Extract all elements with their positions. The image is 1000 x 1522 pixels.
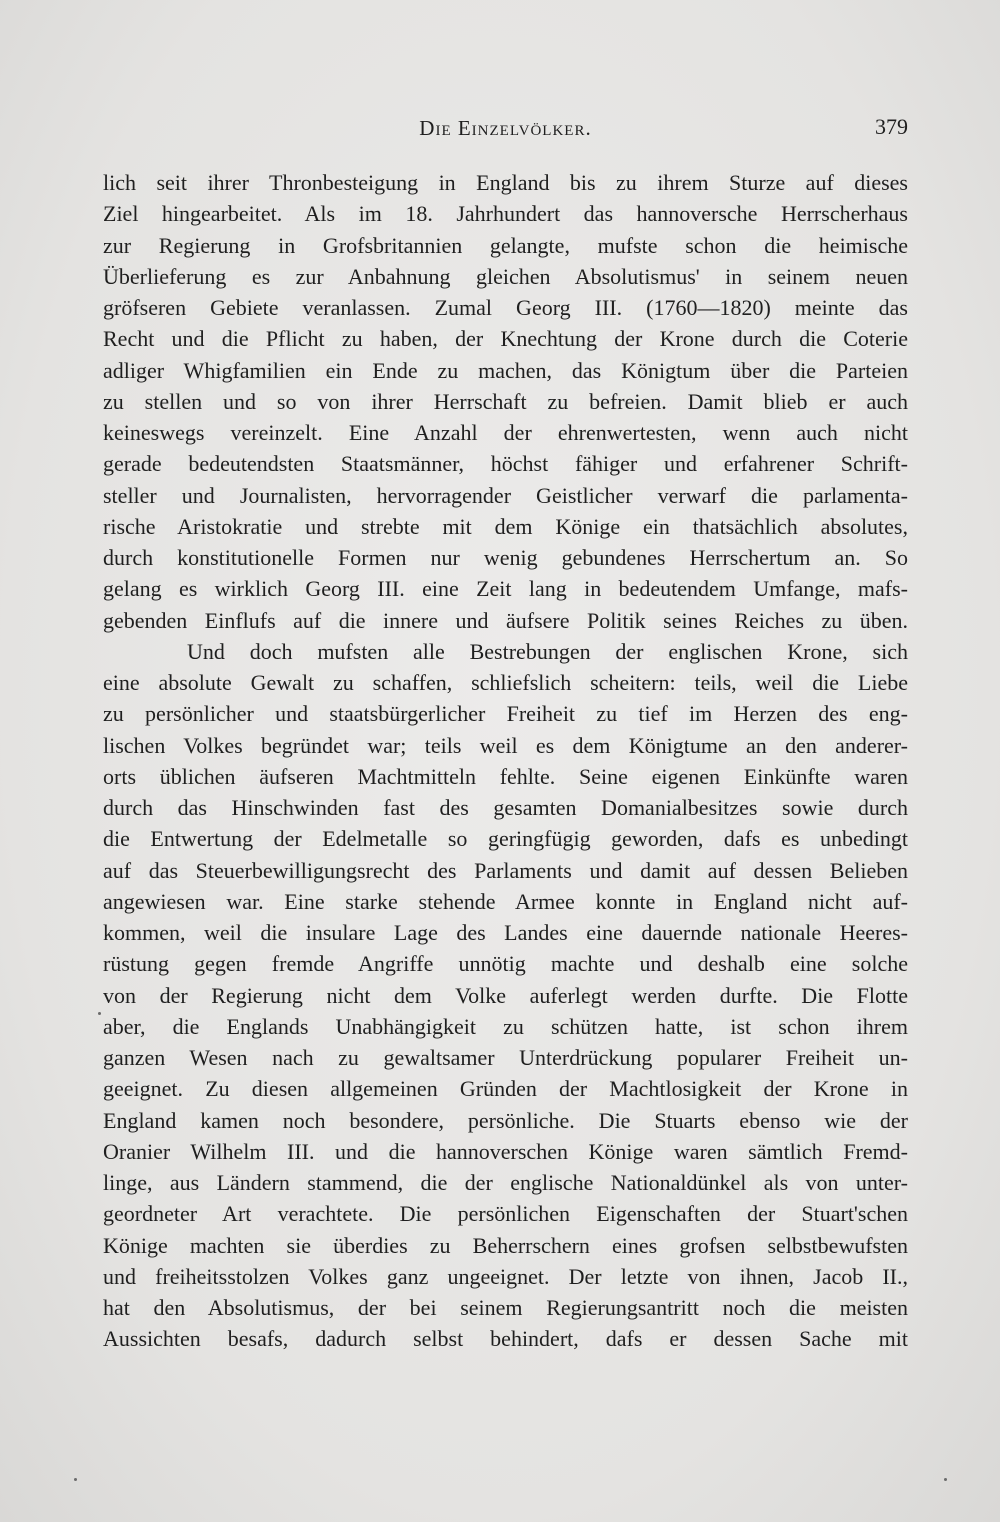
text-line: Aussichten besafs, dadurch selbst behindert, dafs er dessen Sache mit — [103, 1326, 908, 1352]
text-line: zu persönlicher und staatsbürgerlicher Freiheit zu tief im Herzen des eng- — [103, 701, 908, 727]
paragraph-first-line: Und doch mufsten alle Bestrebungen der englischen Krone, sich — [187, 638, 908, 664]
text-line: rüstung gegen fremde Angriffe unnötig machte und deshalb eine solche — [103, 951, 908, 977]
text-line: England kamen noch besondere, persönliche. Die Stuarts ebenso wie der — [103, 1107, 908, 1133]
running-head — [103, 112, 908, 148]
text-line: hat den Absolutismus, der bei seinem Regierungsantritt noch die meisten — [103, 1295, 908, 1320]
text-line: gerade bedeutendsten Staatsmänner, höchst fähiger und erfahrener Schrift- — [103, 451, 908, 477]
page-number: 379 — [875, 114, 908, 139]
text-line: angewiesen war. Eine starke stehende Armee konnte in England nicht auf- — [103, 888, 908, 914]
ink-speck — [74, 1478, 77, 1481]
text-line: rische Aristokratie und strebte mit dem Könige ein thatsächlich absolutes, — [103, 513, 908, 539]
ink-speck — [944, 1478, 947, 1481]
text-line: Recht und die Pflicht zu haben, der Knechtung der Krone durch die Coterie — [103, 326, 908, 352]
text-line: Oranier Wilhelm III. und die hannoverschen Könige waren sämtlich Fremd- — [103, 1138, 908, 1164]
text-line: keineswegs vereinzelt. Eine Anzahl der ehrenwertesten, wenn auch nicht — [103, 420, 908, 445]
text-line: geordneter Art verachtete. Die persönlichen Eigenschaften der Stuart'schen — [103, 1201, 908, 1227]
text-line: durch das Hinschwinden fast des gesamten Domanialbesitzes sowie durch — [103, 795, 908, 820]
text-line: auf das Steuerbewilligungsrecht des Parlaments und damit auf dessen Belieben — [103, 857, 908, 883]
text-line: gelang es wirklich Georg III. eine Zeit lang in bedeutendem Umfange, mafs- — [103, 576, 908, 602]
text-line: ganzen Wesen nach zu gewaltsamer Unterdrückung popularer Freiheit un- — [103, 1045, 908, 1070]
text-line: durch konstitutionelle Formen nur wenig gebundenes Herrschertum an. So — [103, 545, 908, 570]
text-line: eine absolute Gewalt zu schaffen, schliefslich scheitern: teils, weil die Liebe — [103, 670, 908, 695]
body-text — [103, 167, 908, 1355]
text-line: Könige machten sie überdies zu Beherrschern eines grofsen selbstbewufsten — [103, 1232, 908, 1258]
chapter-heading: Die Einzelvölker. — [419, 116, 592, 140]
text-line: und freiheitsstolzen Volkes ganz ungeeignet. Der letzte von ihnen, Jacob II., — [103, 1263, 908, 1289]
text-line: Überlieferung es zur Anbahnung gleichen Absolutismus' in seinem neuen — [103, 263, 908, 289]
text-line: kommen, weil die insulare Lage des Landes eine dauernde nationale Heeres- — [103, 920, 908, 945]
text-line: gröfseren Gebiete veranlassen. Zumal Georg III. (1760—1820) meinte das — [103, 295, 908, 320]
text-line: von der Regierung nicht dem Volke auferlegt werden durfte. Die Flotte — [103, 982, 908, 1008]
text-line: lischen Volkes begründet war; teils weil es dem Königtume an den anderer- — [103, 732, 908, 758]
text-line: orts üblichen äufseren Machtmitteln fehlte. Seine eigenen Einkünfte waren — [103, 763, 908, 789]
text-line: gebenden Einflufs auf die innere und äufsere Politik seines Reiches zu üben. — [103, 607, 908, 633]
text-line: lich seit ihrer Thronbesteigung in England bis zu ihrem Sturze auf dieses — [103, 170, 908, 195]
text-line: geeignet. Zu diesen allgemeinen Gründen der Machtlosigkeit der Krone in — [103, 1076, 908, 1102]
text-line: linge, aus Ländern stammend, die der englische Nationaldünkel als von unter- — [103, 1170, 908, 1195]
text-line: zur Regierung in Grofsbritannien gelangte, mufste schon die heimische — [103, 232, 908, 258]
ink-speck — [98, 1012, 101, 1015]
text-line: zu stellen und so von ihrer Herrschaft zu befreien. Damit blieb er auch — [103, 388, 908, 414]
text-line: adliger Whigfamilien ein Ende zu machen, das Königtum über die Parteien — [103, 357, 908, 383]
text-line: die Entwertung der Edelmetalle so geringfügig geworden, dafs es unbedingt — [103, 826, 908, 852]
text-line: aber, die Englands Unabhängigkeit zu schützen hatte, ist schon ihrem — [103, 1013, 908, 1039]
text-line: steller und Journalisten, hervorragender Geistlicher verwarf die parlamenta- — [103, 482, 908, 508]
text-line: Ziel hingearbeitet. Als im 18. Jahrhundert das hannoversche Herrscherhaus — [103, 201, 908, 227]
